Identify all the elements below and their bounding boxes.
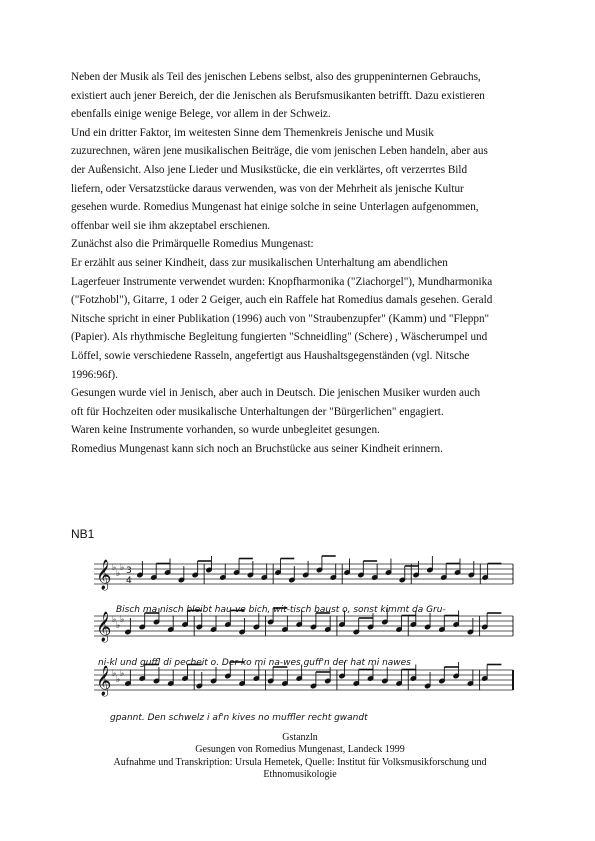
flat-icon: ♭ (116, 569, 121, 579)
figure-caption (80, 732, 520, 782)
text-line: gesehen wurde. Romedius Mungenast hat einige solche in seine Unterlagen aufgenommen, (71, 201, 479, 214)
music-score-image (88, 552, 523, 728)
text-line: existiert auch jener Bereich, der die Jenischen als Berufsmusikanten betrifft. Dazu existieren (71, 89, 485, 102)
time-signature: 4 (126, 576, 132, 586)
caption-sung-by: Gesungen von Romedius Mungenast, Landeck 1999 (195, 744, 405, 756)
treble-clef-icon: 𝄞 (96, 612, 112, 642)
text-line: oft für Hochzeiten oder musikalische Unterhaltungen der "Bürgerlichen" engagiert. (71, 405, 444, 418)
flat-icon: ♭ (120, 563, 125, 573)
music-notes (96, 556, 513, 697)
text-line: ("Fotzhobl"), Gitarre, 1 oder 2 Geiger, auch ein Raffele hat Romedius damals gesehen. Gerald (71, 294, 493, 307)
example-label: NB1 (71, 527, 95, 541)
flat-icon: ♭ (112, 563, 117, 573)
lyrics-line-3: gpannt. Den schwelz i af'n kives no muffler recht gwandt (110, 713, 368, 723)
flat-icon: ♭ (120, 669, 125, 679)
text-line: (Papier). Als rhythmische Begleitung fungierten "Schneidling" (Schere) , Wäscherumpel und (71, 331, 488, 344)
body-text (71, 68, 541, 458)
text-line: Gesungen wurde viel in Jenisch, aber auch in Deutsch. Die jenischen Musiker wurden auch (71, 387, 481, 400)
treble-clef-icon: 𝄞 (96, 560, 112, 590)
text-line: liefern, oder Versatzstücke daraus verwenden, was von der Mehrheit als jenische Kultur (71, 182, 464, 195)
flat-icon: ♭ (116, 621, 121, 631)
text-line: Lagerfeuer Instrumente verwendet wurden: Knopfharmonika ("Ziachorgel"), Mundharmonika (71, 275, 493, 288)
caption-title: Gstanzln (282, 732, 318, 743)
text-line: zuzurechnen, wären jene musikalischen Beiträge, die vom jenischen Leben handeln, aber aus (71, 145, 488, 158)
flat-icon: ♭ (112, 669, 117, 679)
caption-recording: Aufnahme und Transkription: Ursula Hemetek, Quelle: Institut für Volksmusikforschung und Ethnomusikologie (113, 756, 487, 781)
flat-icon: ♭ (112, 615, 117, 625)
text-line: 1996:96f). (71, 368, 118, 381)
text-line: Zunächst also die Primärquelle Romedius Mungenast: (71, 238, 314, 251)
text-line: Nitsche spricht in einer Publikation (1996) auch von "Straubenzupfer" (Kamm) und "Fleppn" (71, 312, 490, 325)
flat-icon: ♭ (120, 615, 125, 625)
text-line: Er erzählt aus seiner Kindheit, dass zur musikalischen Unterhaltung am abendlichen (71, 256, 448, 269)
lyrics-line-1: Bisch ma nisch bleibt hau-ve bich, wit-tisch baust o, sonst kimmt da Gru- (116, 605, 446, 615)
text-line: Waren keine Instrumente vorhanden, so wurde unbegleitet gesungen. (71, 424, 380, 437)
text-line: offenbar weil sie ihm akzeptabel erschienen. (71, 219, 271, 232)
text-line: Romedius Mungenast kann sich noch an Bruchstücke aus seiner Kindheit erinnern. (71, 442, 443, 455)
flat-icon: ♭ (116, 675, 121, 685)
staff-lines (94, 564, 513, 690)
text-line: Und ein dritter Faktor, im weitesten Sinne dem Themenkreis Jenische und Musik (71, 126, 434, 139)
text-line: ebenfalls einige wenige Belege, vor allem in der Schweiz. (71, 108, 331, 121)
lyrics-line-2: ni-kl und guffl di pecheit o. Der ko mi na-wes guff'n der hat mi nawes (98, 658, 411, 668)
text-line: der Außensicht. Also jene Lieder und Musikstücke, die ein verklärtes, oft verzerrtes Bild (71, 163, 468, 176)
text-line: Neben der Musik als Teil des jenischen Lebens selbst, also des gruppeninternen Gebrauchs, (71, 71, 481, 83)
treble-clef-icon: 𝄞 (96, 666, 112, 696)
time-signature: 3 (126, 566, 132, 576)
text-line: Löffel, sowie verschiedene Rasseln, angefertigt aus Haushaltsgegenständen (vgl. Nitsche (71, 349, 470, 362)
